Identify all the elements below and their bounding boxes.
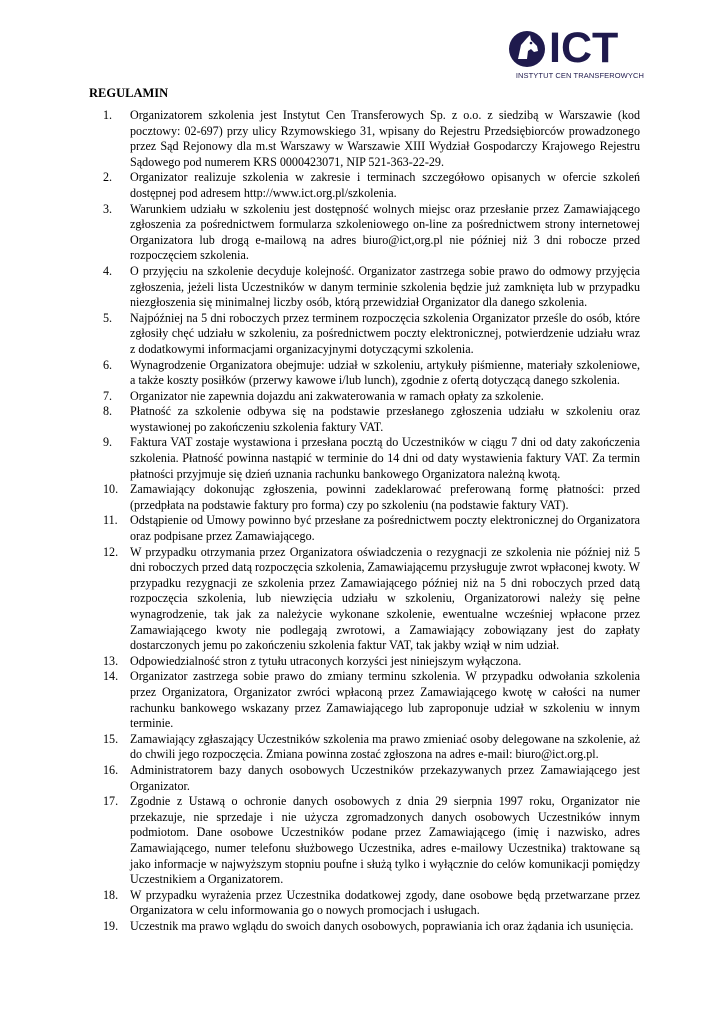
horse-head-icon [507, 30, 547, 68]
rule-number: 15. [103, 731, 119, 746]
rule-number: 19. [103, 918, 119, 933]
rule-text: Faktura VAT zostaje wystawiona i przesłana pocztą do Uczestników w ciągu 7 dni od daty zakończenia szkolenia. Płatność powinna nastąpić w terminie do 14 dni od daty wystawienia faktury VAT. Za termin płatności przyjmuje się dzień uznania rachunku bankowego Organizatora należną kwotą. [130, 435, 640, 481]
rule-item [91, 888, 640, 919]
rule-text: Organizator nie zapewnia dojazdu ani zakwaterowania w ramach opłaty za szkolenie. [130, 388, 544, 403]
rule-text: Uczestnik ma prawo wglądu do swoich danych osobowych, poprawiania ich oraz żądania ich usunięcia. [130, 918, 634, 933]
rule-item [91, 311, 640, 358]
rule-item [91, 358, 640, 389]
rule-text: W przypadku otrzymania przez Organizatora oświadczenia o rezygnacji ze szkolenia nie później niż 5 dni roboczych przed datą rozpoczęcia szkolenia, Zamawiającemu przysługuje zwrot wpłaconej kwoty. W przypadku rezygnacji ze szkolenia przez Zamawiającego później niż na 5 dni roboczych przed datą rozpoczęcia szkolenia, lub niewzięcia udziału w szkoleniu, Organizatorowi należy się pełne wynagrodzenie, tak jak za należycie wykonane szkolenie, ewentualne wcześniej wpłacone przez Zamawiającego kwoty nie podlegają zwrotowi, a Zamawiający zobowiązany jest do zapłaty dostarczonych jemu po zakończeniu szkolenia faktur VAT, tak jakby wziął w nim udział. [130, 544, 640, 653]
rule-number: 1. [103, 108, 113, 122]
rule-text: Organizator realizuje szkolenia w zakresie i terminach szczegółowo opisanych w ofercie szkoleń dostępnej pod adresem http://www.ict.org.pl/szkolenia. [130, 170, 640, 200]
rule-number: 2. [103, 170, 113, 185]
rule-number: 10. [103, 482, 119, 497]
rule-item [91, 202, 640, 264]
rule-number: 16. [103, 762, 119, 777]
logo-wordmark: ICT [549, 24, 619, 72]
rule-item [91, 435, 640, 482]
rule-text: W przypadku wyrażenia przez Uczestnika dodatkowej zgody, dane osobowe będą przetwarzane przez Organizatora w celu informowania go o nowych promocjach i usługach. [130, 887, 640, 918]
rule-item [91, 669, 640, 731]
rule-item [91, 919, 640, 935]
rule-number: 13. [103, 653, 119, 668]
rule-item [91, 513, 640, 544]
rule-text: Zamawiający zgłaszający Uczestników szkolenia ma prawo zmieniać osoby delegowane na szkolenie, aż do chwili jego rozpoczęcia. Zmiana powinna zostać zgłoszona na adres e-mail: biuro@ict.org.pl. [130, 731, 640, 762]
rule-number: 12. [103, 544, 119, 559]
rule-text: Wynagrodzenie Organizatora obejmuje: udział w szkoleniu, artykuły piśmienne, materiały szkoleniowe, a także koszty posiłków (przerwy kawowe i/lub lunch), zgodnie z ofertą dotyczącą danego szkolenia. [130, 357, 640, 388]
rule-number: 18. [103, 887, 119, 902]
rule-item [91, 389, 640, 405]
rule-text: Zamawiający dokonując zgłoszenia, powinni zadeklarować preferowaną formę płatności: przed (przedpłata na podstawie faktury pro forma) czy po szkoleniu (na podstawie faktury VAT). [130, 482, 640, 512]
rule-number: 14. [103, 669, 119, 684]
rule-item [91, 763, 640, 794]
rule-item [91, 170, 640, 201]
rule-text: Najpóźniej na 5 dni roboczych przez terminem rozpoczęcia szkolenia Organizator prześle do osób, które zgłosiły chęć udziału w szkoleniu, za pośrednictwem poczty elektronicznej, potwierdzenie udziału wraz z dodatkowymi informacjami organizacyjnymi dotyczącymi szkolenia. [130, 310, 640, 356]
rule-text: Zgodnie z Ustawą o ochronie danych osobowych z dnia 29 sierpnia 1997 roku, Organizator nie przekazuje, nie sprzedaje i nie użycza zgromadzonych danych osobowych Uczestników innym podmiotom. Dane osobowe Uczestników podane przez Zamawiającego (imię i nazwisko, adres Zamawiającego, numer telefonu służbowego Uczestnika, adres e-mailowy Uczestnika) traktowane są jako informacje w najwyższym stopniu poufne i służą tylko i wyłącznie do celów komunikacji pomiędzy Uczestnikiem a Organizatorem. [130, 794, 640, 887]
rule-text: O przyjęciu na szkolenie decyduje kolejność. Organizator zastrzega sobie prawo do odmowy przyjęcia zgłoszenia, jeżeli lista Uczestników w danym terminie szkolenia będzie już zamknięta lub w przypadku niezgłoszenia się minimalnej liczby osób, którą przewidział Organizator dla danego szkolenia. [130, 263, 640, 310]
rule-number: 11. [103, 513, 118, 528]
rule-text: Administratorem bazy danych osobowych Uczestników przekazywanych przez Zamawiającego jest Organizator. [130, 762, 640, 793]
rule-number: 9. [103, 435, 113, 450]
rule-item [91, 404, 640, 435]
rule-item [91, 264, 640, 311]
rule-number: 8. [103, 404, 113, 419]
rule-text: Odpowiedzialność stron z tytułu utraconych korzyści jest niniejszym wyłączona. [130, 653, 522, 668]
rule-number: 4. [103, 263, 113, 278]
rule-text: Warunkiem udziału w szkoleniu jest dostępność wolnych miejsc oraz przesłanie przez Zamawiającego zgłoszenia za pośrednictwem formularza szkoleniowego on-line za pośrednictwem strony internetowej Organizatora lub drogą e-mailową na adres biuro@ict,org.pl nie później niż 3 dni robocze przed rozpoczęciem szkolenia. [130, 201, 640, 263]
rule-text: Odstąpienie od Umowy powinno być przesłane za pośrednictwem poczty elektronicznej do Organizatora oraz podpisane przez Zamawiającego. [130, 513, 640, 544]
ict-logo [502, 24, 644, 83]
rule-number: 17. [103, 794, 119, 809]
rule-number: 5. [103, 310, 113, 325]
rule-item [91, 732, 640, 763]
rule-item [91, 482, 640, 513]
rule-number: 6. [103, 357, 113, 372]
logo-subtitle: INSTYTUT CEN TRANSFEROWYCH [515, 71, 644, 80]
rule-number: 7. [103, 388, 113, 403]
rule-number: 3. [103, 201, 113, 216]
rule-text: Organizator zastrzega sobie prawo do zmiany terminu szkolenia. W przypadku odwołania szkolenia przez Organizatora, Organizator zwróci wpłaconą przez Zamawiającego kwotę w całości na numer rachunku bankowego wskazany przez Zamawiającego lub zaproponuje udział w szkoleniu w innym terminie. [130, 669, 640, 731]
rule-item [91, 545, 640, 654]
rule-item [91, 654, 640, 670]
rule-item [91, 794, 640, 888]
rule-text: Organizatorem szkolenia jest Instytut Cen Transferowych Sp. z o.o. z siedzibą w Warszawie (kod pocztowy: 02-697) przy ulicy Rzymowskiego 31, wpisany do Rejestru Przedsiębiorców prowadzonego przez Sąd Rejonowy dla m.st Warszawy w Warszawie XIII Wydział Gospodarczy Krajowego Rejestru Sądowego pod numerem KRS 0000423071, NIP 521-363-22-29. [130, 108, 640, 169]
document-title: REGULAMIN [89, 86, 169, 100]
rule-text: Płatność za szkolenie odbywa się na podstawie przesłanego zgłoszenia udziału w szkoleniu oraz wystawionej po zakończeniu szkolenia faktury VAT. [130, 404, 640, 434]
rules-list [91, 108, 640, 934]
rule-item [91, 108, 640, 170]
